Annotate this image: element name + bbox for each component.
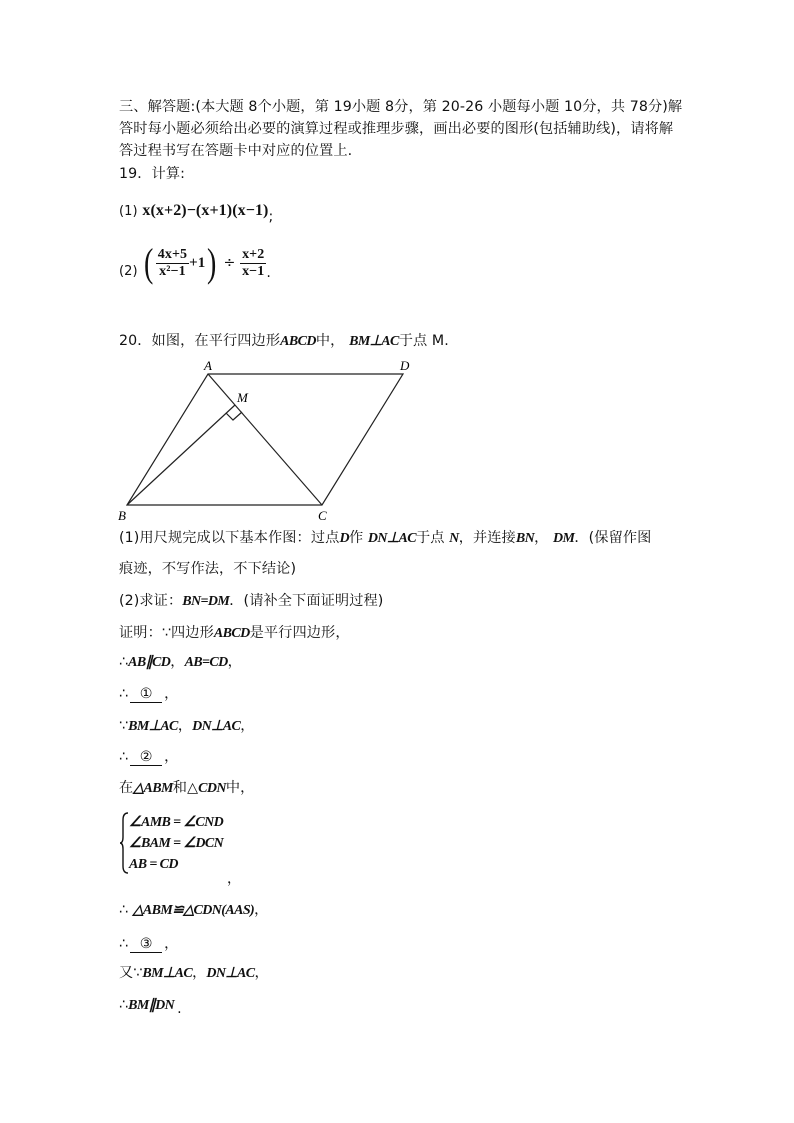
proof-line-2: [119, 652, 242, 673]
fraction-1-numerator: 4x+5: [157, 246, 188, 262]
text: 在: [119, 780, 134, 796]
proof-line-3: [119, 684, 178, 704]
q20-intro-condition: BM⊥AC: [349, 334, 399, 349]
proof-line-6: [119, 778, 254, 799]
label-c: C: [318, 508, 327, 523]
segment-bm: [127, 405, 235, 505]
therefore-symbol: ∴: [119, 936, 129, 952]
math: ABCD: [213, 626, 250, 641]
text: ，: [164, 749, 179, 765]
math: DN⊥AC: [206, 966, 255, 981]
text: 证明：∵四边形: [119, 625, 214, 641]
equation-bn-eq-dm: BN=DM: [182, 594, 230, 609]
therefore-symbol: ∴: [119, 997, 129, 1013]
left-paren: (: [144, 240, 154, 285]
condition-dn-perp-ac: DN⊥AC: [367, 531, 416, 546]
text: 和△: [172, 780, 199, 796]
text: (1)用尺规完成以下基本作图：过点: [119, 530, 340, 546]
diagonal-ac: [208, 374, 322, 505]
divide-sign: ÷: [223, 255, 236, 271]
q19-part1-label: (1): [119, 204, 138, 219]
section-header-line-3: 答过程书写在答题卡中对应的位置上.: [119, 143, 353, 159]
brace-end-comma: ，: [227, 871, 241, 887]
congruence-statement: △ABM≌△CDN(AAS): [132, 903, 255, 918]
math: AB∥CD: [128, 655, 171, 670]
right-angle-mark: [226, 412, 242, 420]
q20-intro-suffix: 于点 M.: [398, 333, 449, 349]
text: ，: [177, 718, 193, 734]
section-header-line-1: 三、解答题:(本大题 8个小题，第 19小题 8分，第 20-26 小题每小题 10分，共 78分)解: [119, 99, 683, 115]
point-n: N: [449, 531, 459, 546]
label-m: M: [237, 390, 248, 405]
text: ，: [240, 718, 255, 734]
blank-3[interactable]: ③: [130, 937, 162, 953]
condition-2: ∠BAM = ∠DCN: [129, 836, 224, 851]
text: .: [177, 1001, 182, 1017]
blank-2[interactable]: ②: [130, 750, 162, 766]
label-d: D: [400, 358, 410, 373]
text: ，并连接: [458, 530, 516, 546]
q19-part1-expression: x(x+2)−(x+1)(x−1): [142, 202, 269, 219]
proof-line-4: [119, 716, 255, 737]
text: 作: [348, 530, 364, 546]
q19-part2-label: (2): [119, 264, 138, 279]
text: 是平行四边形，: [249, 625, 350, 641]
q19-title: 19．计算:: [119, 166, 185, 182]
text: ．(保留作图: [574, 530, 652, 546]
therefore-symbol: ∴: [119, 902, 129, 918]
proof-line-11: [119, 995, 182, 1016]
text: ，: [254, 902, 269, 918]
condition-3: AB = CD: [129, 857, 178, 872]
text: 中，: [225, 780, 255, 796]
segment-dm: DM: [553, 531, 575, 546]
q20-intro-abcd: ABCD: [280, 334, 316, 349]
proof-line-9: [119, 934, 178, 954]
math: AB=CD: [184, 655, 228, 670]
text: ，: [192, 965, 207, 981]
proof-line-5: [119, 747, 178, 767]
text: ．(请补全下面证明过程): [229, 593, 384, 609]
text: ，: [164, 686, 179, 702]
math: BM⊥AC: [142, 966, 193, 981]
segment-bn: BN: [515, 531, 535, 546]
math: DN⊥AC: [192, 719, 241, 734]
text: ，: [254, 965, 269, 981]
math: BM∥DN: [128, 998, 175, 1013]
label-b: B: [118, 508, 126, 523]
blank-1[interactable]: ①: [130, 687, 162, 703]
math: △ABM: [133, 781, 173, 796]
section-header-line-2: 答时每小题必须给出必要的演算过程或推理步骤，画出必要的图形(包括辅助线)，请将解: [119, 121, 674, 137]
left-brace-icon: [119, 812, 129, 874]
text: 于点: [415, 530, 445, 546]
therefore-symbol: ∴: [119, 654, 129, 670]
proof-line-10: [119, 963, 269, 984]
math: BM⊥AC: [128, 719, 178, 734]
q20-intro-mid: 中，: [315, 333, 345, 349]
text: 又∵: [119, 965, 143, 981]
fraction-2-denominator: x−1: [242, 263, 265, 279]
right-paren: ): [207, 240, 217, 285]
q20-part1-line1: [119, 528, 651, 549]
fraction-1-denominator: x²−1: [159, 263, 186, 279]
point-d: D: [339, 531, 349, 546]
q19-part1-end: ;: [268, 209, 274, 225]
condition-1: ∠AMB = ∠CND: [129, 815, 224, 830]
text: ，: [170, 654, 185, 670]
therefore-symbol: ∴: [119, 686, 129, 702]
plus-one: +1: [189, 255, 206, 271]
q20-part1-line2: 痕迹，不写作法，不下结论): [119, 561, 297, 577]
q20-intro-text: 20．如图，在平行四边形: [119, 333, 281, 349]
math: CDN: [198, 781, 226, 796]
because-symbol: ∵: [119, 718, 129, 734]
text: ，: [227, 654, 242, 670]
fraction-2-numerator: x+2: [242, 246, 265, 262]
q20-part2: [119, 591, 383, 612]
proof-line-8: [119, 900, 268, 921]
q19-part2-end: .: [266, 265, 271, 281]
proof-line-1: [119, 623, 350, 644]
label-a: A: [204, 358, 212, 373]
therefore-symbol: ∴: [119, 749, 129, 765]
text: ，: [534, 530, 549, 546]
text: ，: [164, 936, 179, 952]
text: (2)求证：: [119, 593, 183, 609]
